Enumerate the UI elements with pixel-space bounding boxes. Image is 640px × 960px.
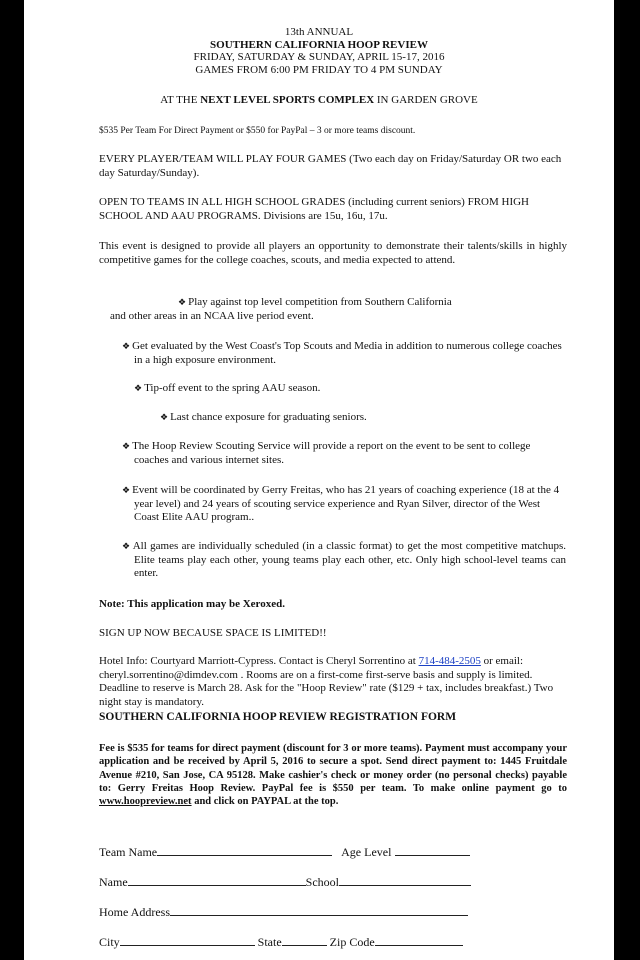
age-level-field[interactable] (395, 845, 470, 856)
pricing-text: $535 Per Team For Direct Payment or $550 for PayPal – 3 or more teams discount. (99, 126, 416, 136)
event-header (24, 26, 614, 76)
team-name-label: Team Name (99, 845, 158, 859)
bullet-icon: ❖ (122, 485, 131, 495)
city-label: City (99, 935, 120, 949)
zip-label: Zip Code (329, 935, 375, 949)
game-times: GAMES FROM 6:00 PM FRIDAY TO 4 PM SUNDAY (195, 63, 443, 76)
home-address-label: Home Address (99, 905, 170, 919)
bullet-tipoff (134, 382, 564, 396)
eligibility-text: OPEN TO TEAMS IN ALL HIGH SCHOOL GRADES (including current seniors) FROM HIGH SCHOOL AND AAU PROGRAMS. Divisions are 15u, 16u, 17u. (99, 196, 530, 222)
bullet-icon: ❖ (160, 412, 169, 422)
name-field[interactable] (128, 875, 306, 886)
bullet-scouting (122, 440, 566, 467)
venue-prefix: AT THE (160, 94, 201, 106)
bullet-text: and other areas in an NCAA live period event. (110, 309, 314, 322)
bullet-text: Event will be coordinated by Gerry Freitas, who has 21 years of coaching experience (18 at the 4 year level) and 24 years of scouting service experience and Ryan Silver, director of the West Coast Elite AAU program.. (132, 484, 560, 523)
event-dates: FRIDAY, SATURDAY & SUNDAY, APRIL 15-17, 2016 (193, 51, 445, 63)
hotel-info (99, 655, 567, 709)
bullet-competition (110, 296, 560, 323)
bullet-text: The Hoop Review Scouting Service will provide a report on the event to be sent to college coaches and various internet sites. (132, 440, 531, 466)
bullet-icon: ❖ (122, 541, 131, 551)
bullet-text: All games are individually scheduled (in a classic format) to get the most competitive matchups. Elite teams play each other, young teams play each other, etc. Only high school-level teams can enter. (132, 540, 566, 579)
bullet-icon: ❖ (134, 383, 143, 393)
bullet-text: Tip-off event to the spring AAU season. (144, 382, 321, 394)
fee-paragraph (99, 742, 567, 808)
bullet-text: Last chance exposure for graduating seniors. (170, 411, 367, 423)
state-field[interactable] (282, 935, 327, 946)
games-text: EVERY PLAYER/TEAM WILL PLAY FOUR GAMES (Two each day on Friday/Saturday OR two each day Saturday/Sunday). (99, 153, 562, 179)
home-address-field[interactable] (170, 905, 468, 916)
school-label: School (305, 875, 339, 889)
fee-end: and click on PAYPAL at the top. (191, 796, 339, 808)
team-name-field[interactable] (157, 845, 332, 856)
hoopreview-link[interactable]: www.hoopreview.net (99, 796, 192, 808)
anniversary-line: 13th ANNUAL (284, 26, 354, 38)
bullet-icon: ❖ (122, 341, 131, 351)
school-field[interactable] (339, 875, 471, 886)
zip-field[interactable] (375, 935, 463, 946)
flyer-page (24, 0, 614, 960)
bullet-scheduling (122, 540, 566, 581)
bullet-icon: ❖ (178, 297, 187, 307)
bullet-text: Play against top level competition from Southern California (188, 296, 452, 308)
age-level-label: Age Level (341, 845, 392, 859)
hotel-phone-link[interactable]: 714-484-2505 (418, 655, 481, 667)
state-label: State (257, 935, 282, 949)
team-name-row (99, 845, 470, 860)
name-label: Name (99, 875, 128, 889)
intro-paragraph: This event is designed to provide all players an opportunity to demonstrate their talents/skills in highly competitive games for the college coaches, scouts, and media expected to attend. (99, 240, 567, 266)
fee-text: Fee is $535 for teams for direct payment (discount for 3 or more teams). Payment must accompany your application and be received by April 5, 2016 to secure a spot. Send direct payment to: 1445 Fruitdale Avenue #210, San Jose, CA 95128. Make cashier's check or money order (no personal checks) payable to: Gerry Freitas Hoop Review. PayPal fee is $550 per team. To make online payment go to (99, 743, 567, 794)
event-title: SOUTHERN CALIFORNIA HOOP REVIEW (210, 38, 428, 51)
bullet-seniors (160, 411, 560, 425)
city-field[interactable] (120, 935, 255, 946)
home-address-row (99, 905, 468, 920)
bullet-evaluation (110, 340, 566, 367)
bullet-text: Get evaluated by the West Coast's Top Scouts and Media in addition to numerous college coaches in a high exposure environment. (132, 340, 562, 366)
venue-suffix: IN GARDEN GROVE (374, 94, 478, 106)
bullet-icon: ❖ (122, 441, 131, 451)
xerox-note: Note: This application may be Xeroxed. (99, 598, 285, 610)
bullet-coordinator (122, 484, 566, 525)
hotel-details: or email: cheryl.sorrentino@dimdev.com . Rooms are on a first-come first-serve basis and supply is limited. Deadline to reserve is March 28. Ask for the "Hoop Review" rate ($129 + tax, includes breakfast.) Two night stay is mandatory. (99, 655, 554, 708)
venue-name: NEXT LEVEL SPORTS COMPLEX (200, 94, 375, 106)
city-row (99, 935, 463, 950)
name-row (99, 875, 471, 890)
venue-line (24, 94, 614, 106)
signup-notice: SIGN UP NOW BECAUSE SPACE IS LIMITED!! (99, 627, 327, 639)
hotel-text: Hotel Info: Courtyard Marriott-Cypress. Contact is Cheryl Sorrentino at (99, 655, 419, 667)
registration-form-title: SOUTHERN CALIFORNIA HOOP REVIEW REGISTRATION FORM (99, 711, 457, 723)
